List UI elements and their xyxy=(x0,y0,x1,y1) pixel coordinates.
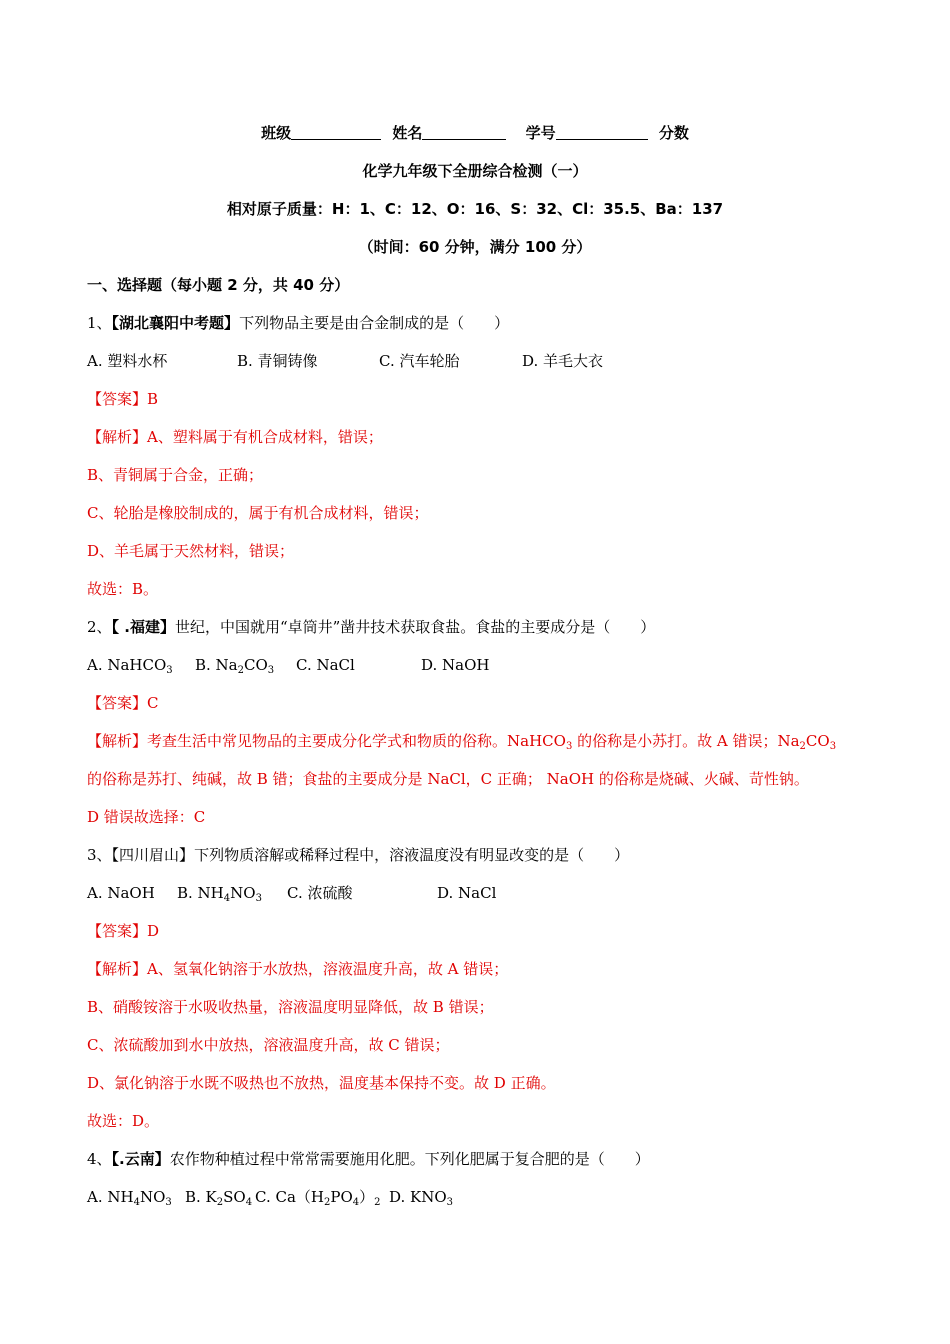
question-1 xyxy=(87,313,509,333)
class-label: 班级 xyxy=(261,124,292,142)
answer: 【答案】D xyxy=(87,922,160,940)
page-title: 化学九年级下全册综合检测（一） xyxy=(362,162,588,180)
option-c: C. 浓硫酸 xyxy=(287,884,353,902)
analysis-line: 的俗称是苏打、纯碱，故 B 错；食盐的主要成分是 NaCl，C 正确； NaOH 的俗称是烧碱、火碱、苛性钠。 xyxy=(87,770,809,788)
option-a: A. NaOH xyxy=(87,884,155,902)
question-text: 下列物品主要是由合金制成的是（ ） xyxy=(239,314,510,332)
analysis-line: C、浓硫酸加到水中放热，溶液温度升高，故 C 错误； xyxy=(87,1036,450,1054)
question-number: 1、 xyxy=(87,314,112,332)
option-c: C. NaCl xyxy=(296,656,355,674)
option-c: C. 汽车轮胎 xyxy=(379,352,460,370)
atomic-masses: 相对原子质量：H：1、C：12、O：16、S：32、Cl：35.5、Ba：137 xyxy=(226,200,724,218)
option-a: A. NaHCO$_3$ xyxy=(87,656,173,676)
analysis-line: D、羊毛属于天然材料，错误； xyxy=(87,542,295,560)
answer: 【答案】C xyxy=(87,694,159,712)
name-blank[interactable] xyxy=(422,123,506,140)
analysis-line: 【解析】考查生活中常见物品的主要成分化学式和物质的俗称。NaHCO$_3$ 的俗称是小苏打。故 A 错误；$Na_2CO_3$ xyxy=(87,732,837,752)
question-text: 农作物种植过程中常常需要施用化肥。下列化肥属于复合肥的是（ ） xyxy=(169,1150,650,1168)
question-source: 【四川眉山】 xyxy=(111,846,195,864)
question-number: 3、 xyxy=(87,846,112,864)
question-2-options xyxy=(87,655,489,675)
question-text: 世纪，中国就用“卓筒井”凿井技术获取食盐。食盐的主要成分是（ ） xyxy=(174,618,656,636)
section-heading: 一、选择题（每小题 2 分，共 40 分） xyxy=(87,276,350,294)
analysis-line: 故选：B。 xyxy=(87,580,159,598)
question-number: 2、 xyxy=(87,618,112,636)
analysis-line: D、氯化钠溶于水既不吸热也不放热，温度基本保持不变。故 D 正确。 xyxy=(87,1074,556,1092)
option-a: A. $NH_4NO_3$ xyxy=(87,1188,172,1208)
analysis-line: C、轮胎是橡胶制成的，属于有机合成材料，错误； xyxy=(87,504,429,522)
question-4 xyxy=(87,1149,650,1169)
question-2 xyxy=(87,617,655,637)
analysis-line: 【解析】A、塑料属于有机合成材料，错误； xyxy=(87,428,383,446)
option-b: B. 青铜铸像 xyxy=(237,352,318,370)
option-a: A. 塑料水杯 xyxy=(87,352,168,370)
id-label: 学号 xyxy=(525,124,556,142)
student-info-line xyxy=(0,123,950,143)
analysis-line: 故选：D。 xyxy=(87,1112,160,1130)
time-info: （时间：60 分钟，满分 100 分） xyxy=(358,238,592,256)
question-number: 4、 xyxy=(87,1150,112,1168)
question-text: 下列物质溶解或稀释过程中，溶液温度没有明显改变的是（ ） xyxy=(194,846,630,864)
question-4-options xyxy=(87,1187,453,1207)
option-b: B. $K_2SO_4$ xyxy=(185,1188,253,1208)
question-source: 【 .福建】 xyxy=(111,618,175,636)
option-d: D. NaOH xyxy=(421,656,490,674)
question-1-options xyxy=(87,351,603,371)
analysis-line: B、青铜属于合金，正确； xyxy=(87,466,264,484)
analysis-line: D 错误故选择：C xyxy=(87,808,206,826)
option-d: D. $KNO_3$ xyxy=(389,1188,454,1208)
question-source: 【湖北襄阳中考题】 xyxy=(111,314,240,332)
id-blank[interactable] xyxy=(556,123,648,140)
option-d: D. NaCl xyxy=(437,884,497,902)
name-label: 姓名 xyxy=(392,124,423,142)
question-3 xyxy=(87,845,629,865)
option-b: B. $NH_4NO_3$ xyxy=(177,884,262,904)
option-b: B. $Na_2CO_3$ xyxy=(195,656,275,676)
score-label: 分数 xyxy=(658,124,689,142)
class-blank[interactable] xyxy=(291,123,381,140)
analysis-line: 【解析】A、氢氧化钠溶于水放热，溶液温度升高，故 A 错误； xyxy=(87,960,509,978)
question-source: 【.云南】 xyxy=(111,1150,170,1168)
question-3-options xyxy=(87,883,496,903)
option-c: C. $Ca(H_2PO_4)_2$ xyxy=(255,1188,381,1208)
answer: 【答案】B xyxy=(87,390,159,408)
option-d: D. 羊毛大衣 xyxy=(522,352,604,370)
analysis-line: B、硝酸铵溶于水吸收热量，溶液温度明显降低，故 B 错误； xyxy=(87,998,494,1016)
